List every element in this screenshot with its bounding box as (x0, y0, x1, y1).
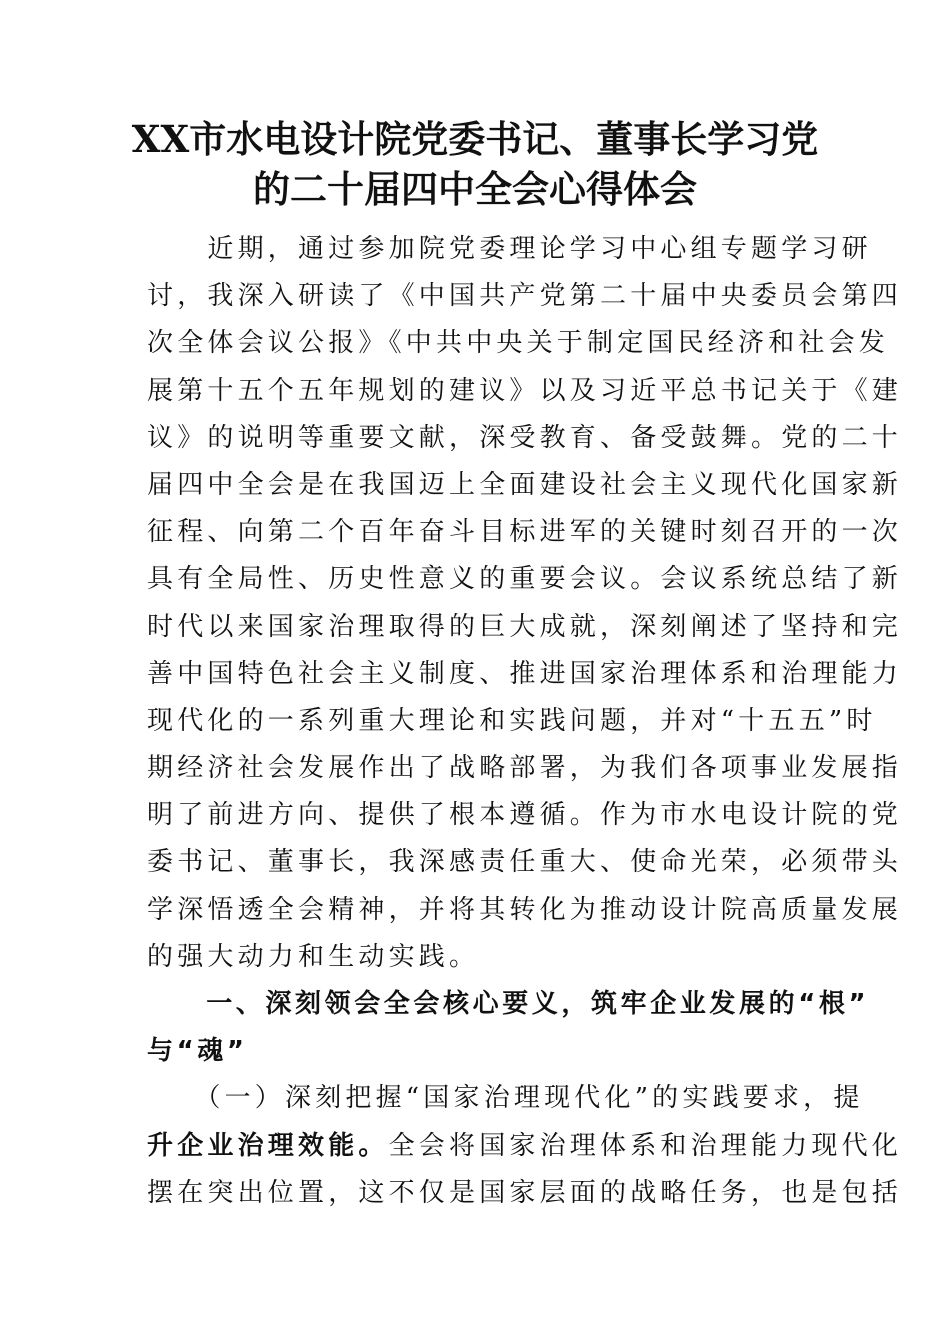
paragraph-line: 时代以来国家治理取得的巨大成就，深刻阐述了坚持和完 (147, 611, 903, 642)
paragraph-line: 的强大动力和生动实践。 (147, 941, 480, 972)
document-title (120, 114, 830, 214)
subsection-line-2 (147, 1123, 903, 1170)
paragraph-line: 期经济社会发展作出了战略部署，为我们各项事业发展指 (147, 753, 903, 784)
title-line-1: XX市水电设计院党委书记、董事长学习党 (131, 117, 819, 161)
document-body (147, 226, 903, 1217)
subsection-line-3: 摆在突出位置，这不仅是国家层面的战略任务，也是包括 (147, 1177, 903, 1208)
section-heading-line-1: 一、深刻领会全会核心要义，筑牢企业发展的“根” (147, 989, 870, 1019)
paragraph-line: 具有全局性、历史性意义的重要会议。会议系统总结了新 (147, 564, 903, 595)
paragraph-line: 委书记、董事长，我深感责任重大、使命光荣，必须带头 (147, 847, 903, 878)
paragraph-line: 近期，通过参加院党委理论学习中心组专题学习研 (147, 234, 872, 264)
paragraph-line: 明了前进方向、提供了根本遵循。作为市水电设计院的党 (147, 800, 903, 831)
paragraph-line: 学深悟透全会精神，并将其转化为推动设计院高质量发展 (147, 894, 903, 925)
paragraph-line: 展第十五个五年规划的建议》以及习近平总书记关于《建 (147, 375, 903, 406)
paragraph-line: 征程、向第二个百年奋斗目标进军的关键时刻召开的一次 (147, 517, 903, 548)
paragraph-line: 善中国特色社会主义制度、推进国家治理体系和治理能力 (147, 658, 903, 689)
subsection-line-1: （一）深刻把握“国家治理现代化”的实践要求，提 (147, 1083, 864, 1114)
paragraph-line: 次全体会议公报》《中共中央关于制定国民经济和社会发 (147, 328, 890, 359)
subsection-bold-lead: 升企业治理效能。 (147, 1130, 389, 1161)
paragraph-line: 届四中全会是在我国迈上全面建设社会主义现代化国家新 (147, 469, 903, 500)
section-heading-line-2: 与“魂” (147, 1036, 248, 1067)
paragraph-line: 议》的说明等重要文献，深受教育、备受鼓舞。党的二十 (147, 422, 903, 453)
paragraph-line: 讨，我深入研读了《中国共产党第二十届中央委员会第四 (147, 281, 903, 312)
paragraph-line: 现代化的一系列重大理论和实践问题，并对“十五五”时 (147, 705, 877, 736)
title-line-2: 的二十届四中全会心得体会 (253, 167, 697, 211)
subsection-text: 全会将国家治理体系和治理能力现代化 (388, 1130, 903, 1161)
